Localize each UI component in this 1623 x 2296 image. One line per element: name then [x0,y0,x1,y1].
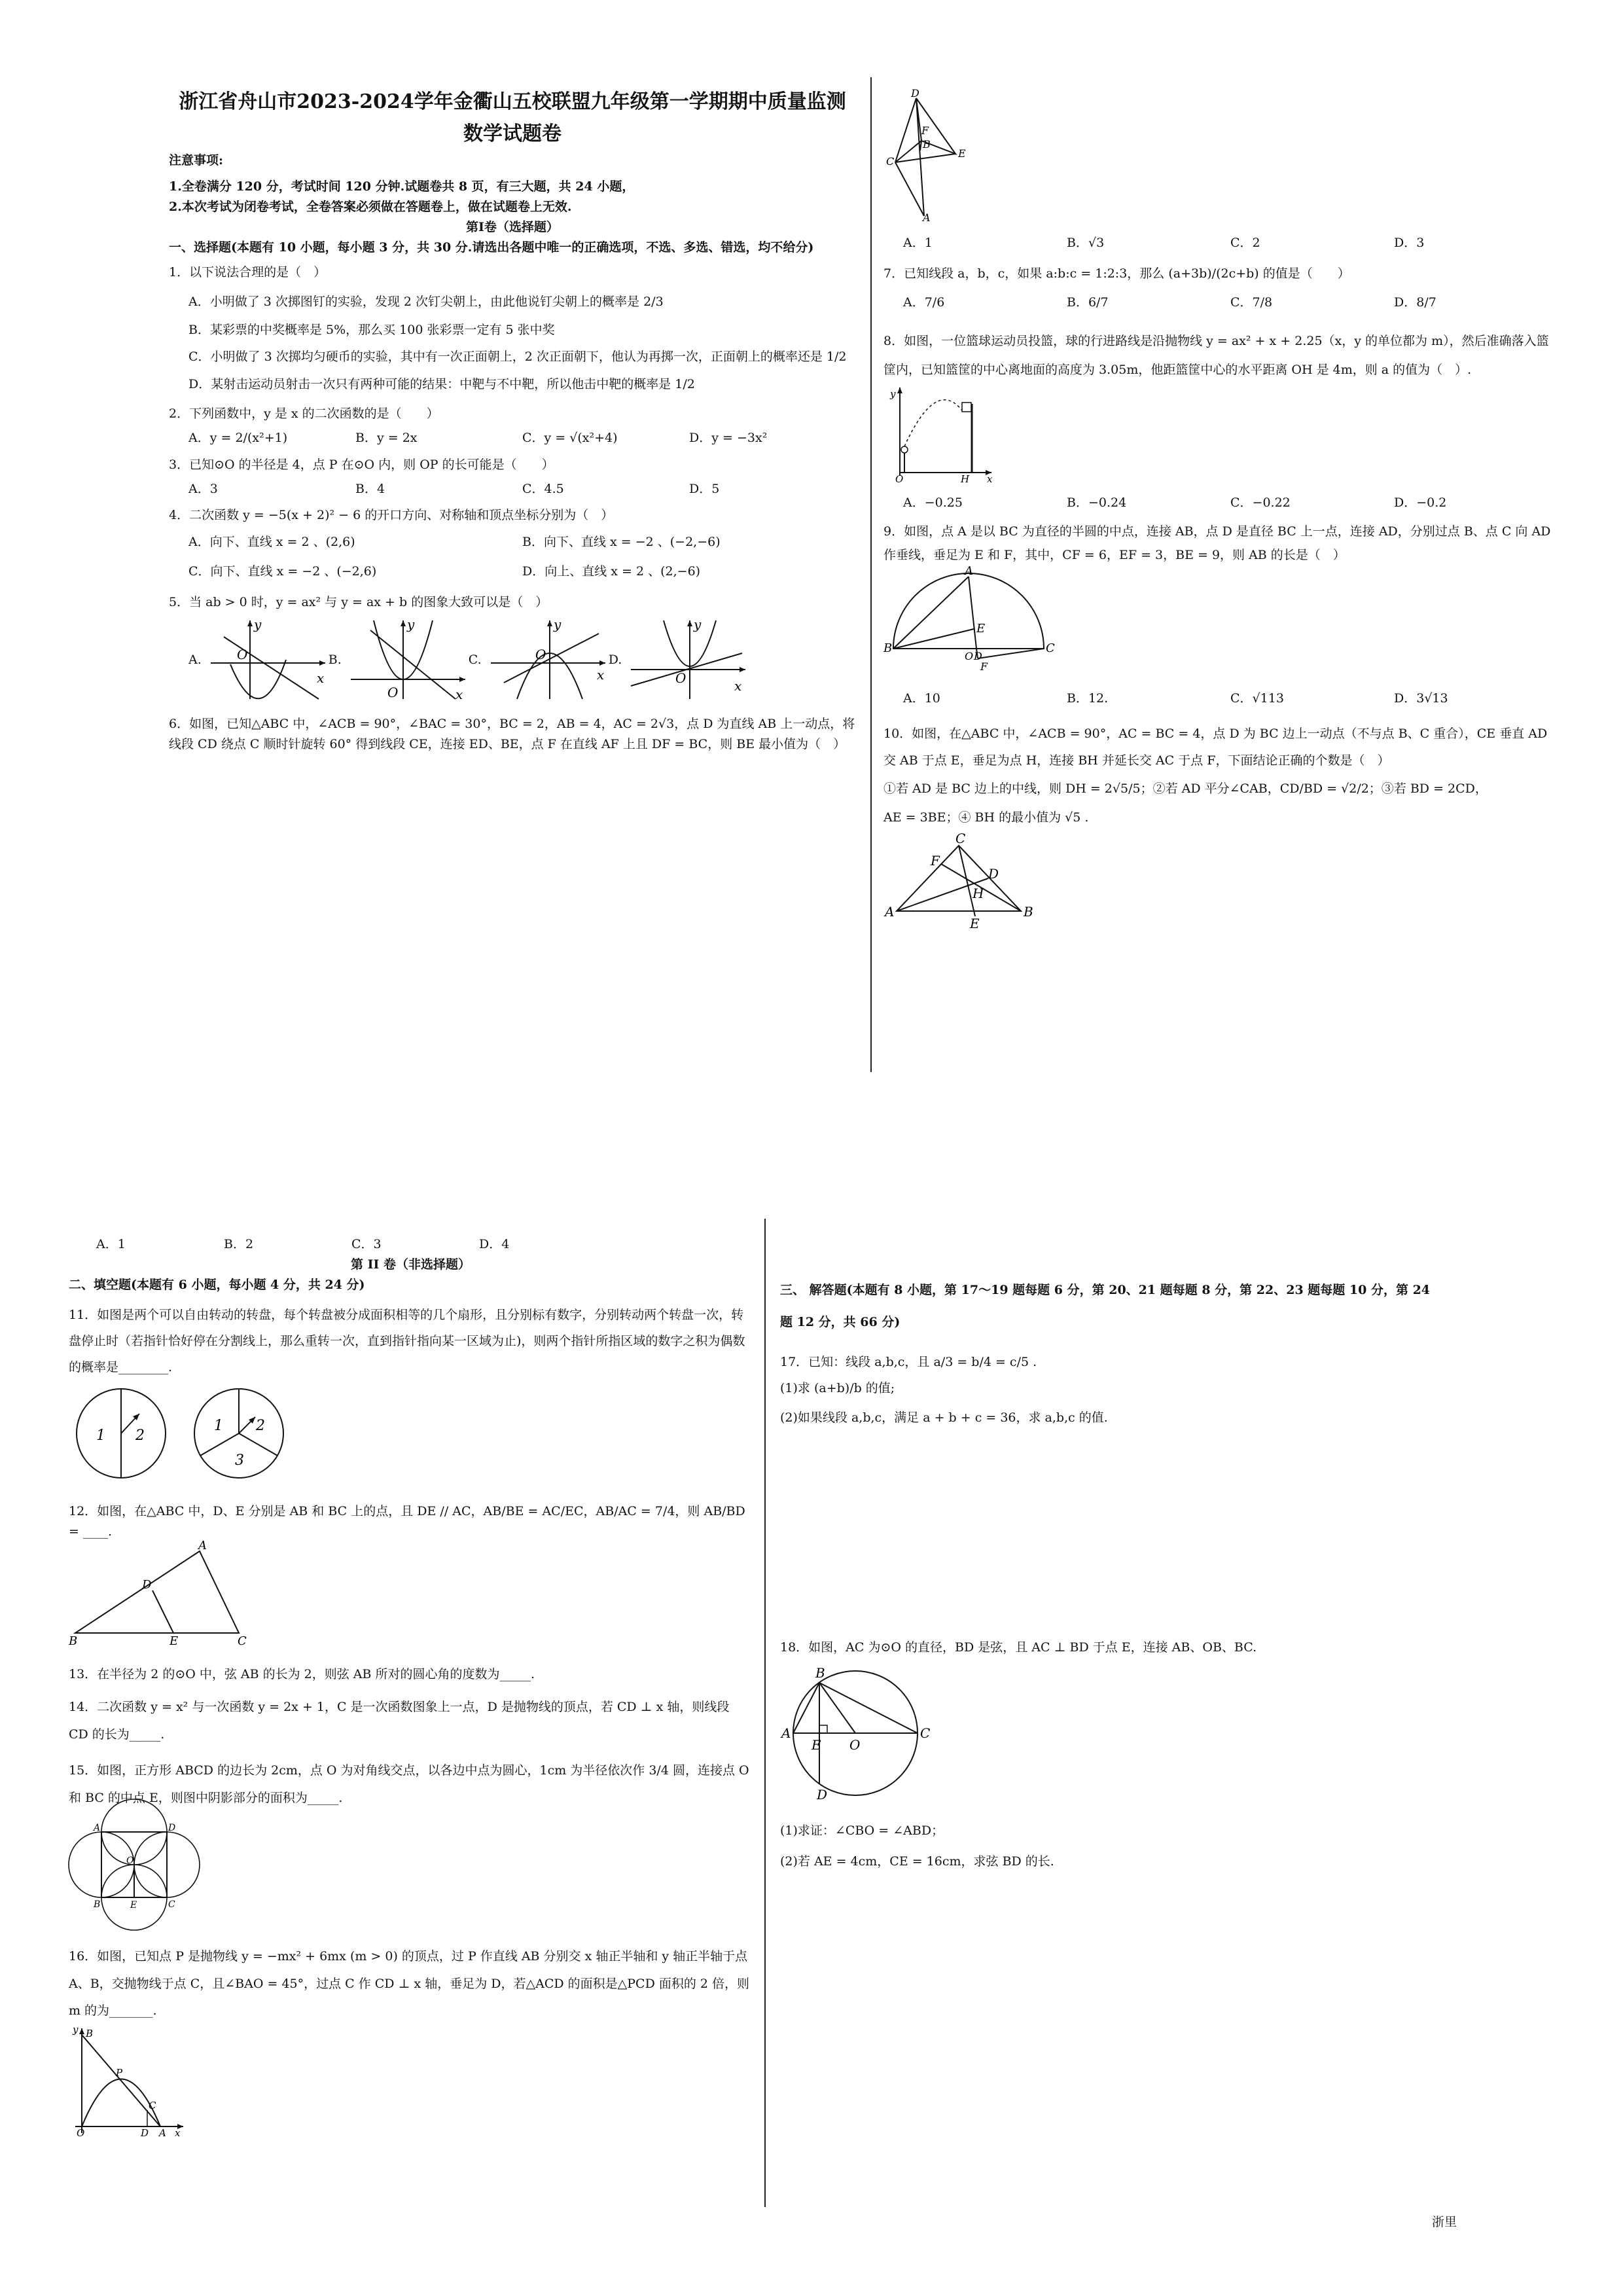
q1-option-b: B．某彩票的中奖概率是 5%，那么买 100 张彩票一定有 5 张中奖 [188,322,555,337]
q7-option-a: A．7/6 [903,295,945,310]
q9-option-c: C．√113 [1230,691,1284,706]
svg-text:y: y [253,617,262,633]
svg-text:D: D [142,1578,152,1592]
svg-text:E: E [812,1736,821,1753]
svg-text:O: O [77,2127,85,2140]
q9-stem: 9．如图，点 A 是以 BC 为直径的半圆的中点，连接 AB，点 D 是直径 BC 上一点，连接 AD，分别过点 B、点 C 向 AD 作垂线，垂足为 E 和 F，其中，CF = 6，EF = 3，BE = 9，则 AB 的长是（ ） [883,524,1551,563]
q3-option-d: D．5 [689,481,720,496]
q8-option-a: A．−0.25 [903,495,963,511]
q6-option-d-repeat: D．4 [479,1237,510,1251]
q7-options [883,293,1558,313]
svg-text:2: 2 [256,1417,265,1434]
svg-text:C: C [1046,641,1055,656]
q6-option-b-repeat: B．2 [224,1237,254,1251]
svg-text:y: y [73,2024,79,2036]
svg-text:2: 2 [135,1427,145,1444]
svg-text:3: 3 [235,1452,244,1469]
q2-option-b: B．y = 2x [355,431,418,446]
q5-graph-d [624,617,749,702]
q18-part1: (1)求证：∠CBO = ∠ABD； [780,1823,944,1839]
svg-text:1: 1 [96,1427,105,1444]
bottom-right-column [780,1276,1500,1872]
q15-stem: 15．如图，正方形 ABCD 的边长为 2cm，点 O 为对角线交点，以各边中点为圆心，1cm 为半径依次作 3/4 圆，连接点 O 和 BC 的中点 E，则图中阴影部分的面积为_____. [69,1763,749,1806]
svg-text:B: B [883,641,893,656]
svg-text:y: y [406,617,415,633]
q8-figure [883,384,995,486]
svg-text:D: D [974,650,982,663]
q9-option-a: A．10 [903,691,940,706]
q5-label-a: A. [188,652,202,667]
part2-label: 第 II 卷（非选择题） [350,1257,471,1272]
q4-option-b: B．向下、直线 x = −2 、(−2,−6) [522,535,721,550]
q17-stem: 17．已知：线段 a,b,c，且 a/3 = b/4 = c/5 . [780,1354,1037,1369]
svg-text:O: O [965,650,974,663]
svg-text:E: E [976,622,986,636]
q9-option-d: D．3√13 [1394,691,1448,706]
q3-options [169,479,856,499]
q12-stem: 12．如图，在△ABC 中，D、E 分别是 AB 和 BC 上的点，且 DE // AC，AB/BE = AC/EC，AB/AC = 7/4，则 AB/BD = ____. [69,1503,745,1539]
svg-text:x: x [316,670,325,687]
q6-option-c: C．2 [1230,235,1260,250]
svg-text:C: C [168,1899,175,1910]
q5-graph-a [204,617,329,702]
q6-option-c-repeat: C．3 [351,1237,382,1251]
svg-text:F: F [921,124,929,137]
svg-text:O: O [126,1855,134,1866]
q4-stem: 4．二次函数 y = −5(x + 2)² − 6 的开口方向、对称轴和顶点坐标分别为（ ） [169,508,614,523]
section1-heading: 一、选择题(本题有 10 小题，每小题 3 分，共 30 分.请选出各题中唯一的正确选项，不选、多选、错选，均不给分) [169,240,814,255]
q1-stem: 1．以下说法合理的是（ ） [169,265,327,280]
q16-figure [69,2024,187,2140]
q5-graph-b [344,617,469,702]
svg-text:B: B [1024,903,1033,920]
q3-option-a: A．3 [188,481,218,496]
svg-text:A: A [923,211,931,224]
svg-text:H: H [961,473,970,486]
q9-options [883,689,1558,709]
bottom-column-divider [764,1219,766,2207]
svg-text:O: O [675,670,687,687]
q13-stem: 13．在半径为 2 的⊙O 中，弦 AB 的长为 2，则弦 AB 所对的圆心角的度数为_____. [69,1667,535,1682]
q3-option-b: B．4 [355,481,385,496]
q17-part1: (1)求 (a+b)/b 的值; [780,1381,895,1396]
svg-text:E: E [970,915,980,931]
svg-text:C: C [149,2100,156,2112]
q6-figure [883,85,982,223]
notes-label: 注意事项: [169,152,224,168]
note-1: 1.全卷满分 120 分，考试时间 120 分钟.试题卷共 8 页，有三大题，共 24 小题， [169,179,635,194]
svg-text:O: O [387,685,399,701]
svg-text:A: A [198,1539,207,1553]
svg-text:A: A [781,1725,791,1741]
svg-text:O: O [535,647,546,663]
svg-text:E: E [958,147,966,160]
q2-option-d: D．y = −3x² [689,431,768,446]
svg-text:C: C [920,1725,931,1741]
svg-text:P: P [116,2067,123,2079]
q9-figure [883,564,1055,678]
svg-text:C: C [238,1634,247,1649]
q7-stem: 7．已知线段 a，b，c，如果 a:b:c = 1:2:3，那么 (a+3b)/(2c+b) 的值是（ ） [883,266,1350,281]
q18-stem: 18．如图，AC 为⊙O 的直径，BD 是弦，且 AC ⊥ BD 于点 E，连接 AB、OB、BC. [780,1640,1257,1655]
paper-title: 浙江省舟山市2023-2024学年金衢山五校联盟九年级第一学期期中质量监测 [179,90,846,113]
svg-text:x: x [734,678,742,694]
q5-stem: 5．当 ab > 0 时，y = ax² 与 y = ax + b 的图象大致可以是（ ） [169,594,548,609]
q4-option-d: D．向上、直线 x = 2 、(2,−6) [522,564,701,579]
svg-text:E: E [169,1634,179,1649]
q11-stem: 11．如图是两个可以自由转动的转盘，每个转盘被分成面积相等的几个扇形，且分别标有数字，分别转动两个转盘一次，转盘停止时（若指针恰好停在分割线上，那么重转一次，直到指针指向某一区域为止)，则两个指针所指区域的数字之积为偶数的概率是________. [69,1308,745,1375]
q7-option-d: D．8/7 [1394,295,1436,310]
q16-stem: 16．如图，已知点 P 是抛物线 y = −mx² + 6mx (m > 0) 的顶点，过 P 作直线 AB 分别交 x 轴正半轴和 y 轴正半轴于点 A、B，交抛物线于点 C，且∠BAO = 45°，过点 C 作 CD ⊥ x 轴，垂足为 D，若△ACD 的面积是△PCD 面积的 2 倍，则 m 的为_______. [69,1948,750,2018]
q8-option-c: C．−0.22 [1230,495,1291,511]
q18-figure [780,1658,937,1808]
svg-text:x: x [175,2127,181,2140]
svg-text:D: D [817,1786,828,1803]
svg-text:A: A [159,2127,166,2140]
q2-option-c: C．y = √(x²+4) [522,431,618,446]
q10-line-2: ①若 AD 是 BC 边上的中线，则 DH = 2√5/5；②若 AD 平分∠CAB，CD/BD = √2/2；③若 BD = 2CD， [883,781,1488,797]
section2-heading: 二、填空题(本题有 6 小题，每小题 4 分，共 24 分) [69,1277,365,1292]
svg-text:C: C [886,155,895,168]
q4-option-c: C．向下、直线 x = −2 、(−2,6) [188,564,377,579]
svg-text:O: O [849,1736,861,1753]
svg-text:B: B [69,1634,78,1649]
section3-heading: 三、 解答题(本题有 8 小题，第 17～19 题每题 6 分，第 20、21 题每题 8 分，第 22、23 题每题 10 分，第 24 [780,1283,1431,1297]
q8-options [883,493,1558,513]
svg-text:x: x [987,473,993,486]
q6-options-repeat [69,1234,607,1255]
q5-label-b: B. [328,652,342,667]
note-2: 2.本次考试为闭卷考试，全卷答案必须做在答题卷上，做在试题卷上无效. [169,200,572,215]
footer-mark: 浙里 [1432,2215,1457,2229]
svg-text:D: D [911,87,919,99]
svg-text:B: B [923,138,931,151]
q6-option-b: B．√3 [1067,235,1105,250]
svg-text:D: D [988,865,999,882]
svg-text:D: D [168,1822,176,1833]
svg-text:B: B [815,1664,825,1681]
q17-part2: (2)如果线段 a,b,c，满足 a + b + c = 36，求 a,b,c 的值. [780,1410,1108,1426]
q1-option-a: A．小明做了 3 次掷图钉的实验，发现 2 次钉尖朝上，由此他说钉尖朝上的概率是 2/3 [188,295,664,310]
q5-label-c: C. [468,652,482,667]
q2-options [169,428,856,448]
q7-option-c: C．7/8 [1230,295,1273,310]
q18-part2: (2)若 AE = 4cm，CE = 16cm，求弦 BD 的长. [780,1854,1054,1869]
q4-option-a: A．向下、直线 x = 2 、(2,6) [188,535,355,550]
svg-text:F: F [931,852,940,869]
svg-text:C: C [955,830,966,846]
top-left-column [169,85,856,755]
q2-stem: 2．下列函数中，y 是 x 的二次函数的是（ ） [169,406,439,422]
q5-graph-c [484,617,609,702]
q6-stem: 6．如图，已知△ABC 中，∠ACB = 90°，∠BAC = 30°，BC = 2，AB = 4，AC = 2√3，点 D 为直线 AB 上一动点，将线段 CD 绕点 C 顺时针旋转 60° 得到线段 CE，连接 ED、BE，点 F 在直线 AF 上且 DF = BC，则 BE 最小值为（ ） [169,717,855,752]
q5-label-d: D. [608,652,622,667]
q1-option-d: D．某射击运动员射击一次只有两种可能的结果：中靶与不中靶，所以他击中靶的概率是 1/2 [188,377,695,392]
svg-text:H: H [972,885,984,901]
q5-graphs [169,617,856,702]
svg-text:A: A [94,1822,101,1833]
q10-stem: 10．如图，在△ABC 中，∠ACB = 90°，AC = BC = 4，点 D 为 BC 边上一动点（不与点 B、C 重合），CE 垂直 AD 交 AB 于点 E，垂足为点 H，连接 BH 并延长交 AC 于点 F，下面结论正确的个数是（ ） [883,726,1548,768]
svg-text:y: y [694,617,702,633]
svg-text:O: O [236,647,248,663]
part1-label: 第Ⅰ卷（选择题） [466,219,559,234]
q8-option-b: B．−0.24 [1067,495,1127,511]
svg-text:A: A [885,903,895,920]
bottom-left-column [69,1230,753,2143]
svg-text:E: E [130,1899,137,1910]
q3-stem: 3．已知⊙O 的半径是 4，点 P 在⊙O 内，则 OP 的长可能是（ ） [169,457,554,472]
section3-heading-cont: 题 12 分，共 66 分) [780,1314,901,1329]
q14-stem: 14．二次函数 y = x² 与一次函数 y = 2x + 1，C 是一次函数图象上一点，D 是抛物线的顶点，若 CD ⊥ x 轴，则线段 CD 的长为_____. [69,1699,730,1742]
q6-option-a-repeat: A．1 [96,1237,126,1251]
q7-option-b: B．6/7 [1067,295,1109,310]
q12-figure [69,1539,265,1649]
q8-option-d: D．−0.2 [1394,495,1447,511]
q11-spinners-figure [69,1381,291,1486]
q1-option-c: C．小明做了 3 次掷均匀硬币的实验，其中有一次正面朝上，2 次正面朝下，他认为再掷一次，正面朝上的概率还是 1/2 [188,349,847,364]
top-column-divider [870,77,872,1072]
svg-text:x: x [596,667,604,683]
q10-figure [883,830,1041,931]
q6-options [883,233,1558,253]
svg-text:x: x [455,687,463,703]
svg-text:y: y [890,388,896,401]
top-right-column [883,85,1558,937]
q10-line-3: AE = 3BE；④ BH 的最小值为 √5 . [883,810,1089,825]
paper-subtitle: 数学试题卷 [463,122,562,145]
q4-options [169,532,856,582]
svg-text:y: y [553,617,561,633]
svg-text:D: D [141,2127,149,2140]
svg-text:O: O [895,473,904,486]
svg-text:1: 1 [214,1417,223,1434]
svg-text:A: A [965,564,973,579]
q2-option-a: A．y = 2/(x²+1) [188,431,288,446]
q3-option-c: C．4.5 [522,481,564,496]
q6-option-d: D．3 [1394,235,1425,250]
q9-option-b: B．12. [1067,691,1109,706]
svg-text:B: B [86,2028,94,2040]
q15-figure [69,1812,200,1924]
svg-text:F: F [980,660,988,673]
q6-option-a: A．1 [903,235,933,250]
svg-text:B: B [94,1899,101,1910]
q8-stem: 8．如图，一位篮球运动员投篮，球的行进路线是沿抛物线 y = ax² + x + 2.25（x，y 的单位都为 m），然后准确落入篮筐内，已知篮筐的中心离地面的高度为 3.05m，他距篮筐中心的水平距离 OH 是 4m，则 a 的值为（ ）. [883,334,1549,377]
